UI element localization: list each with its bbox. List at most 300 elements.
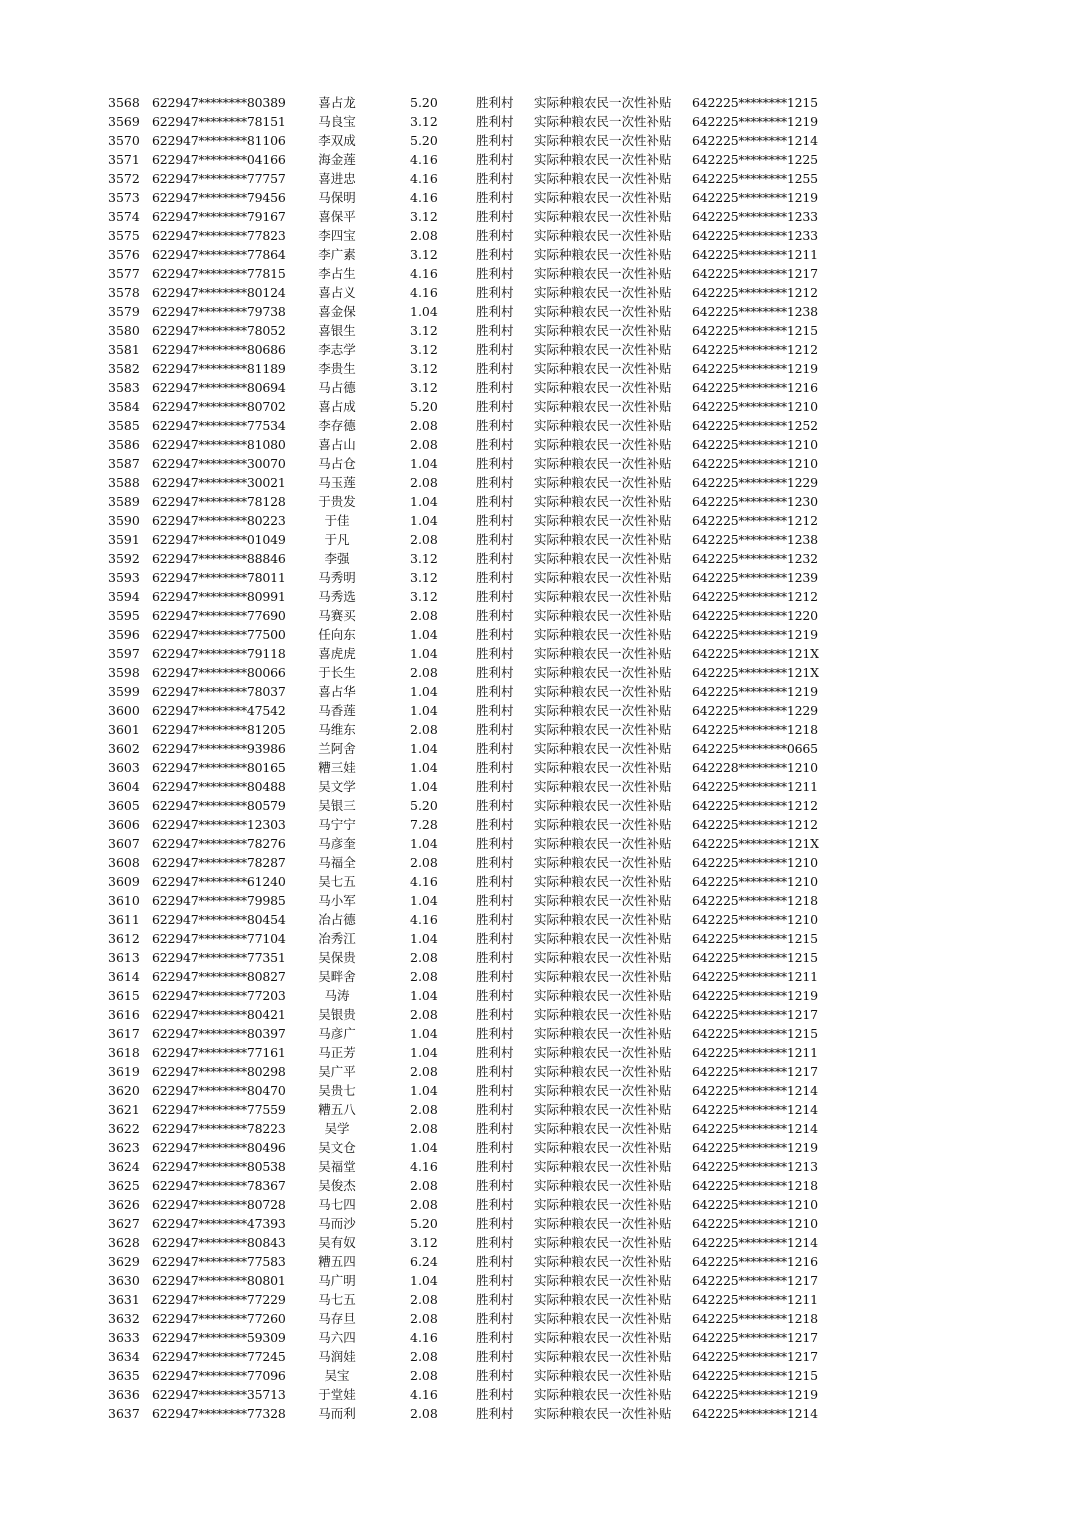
village-name: 胜利村 — [476, 361, 514, 376]
account-number: 622947********77500 — [152, 627, 286, 642]
table-row — [0, 815, 1074, 834]
row-number: 3604 — [108, 779, 140, 794]
row-number: 3593 — [108, 570, 140, 585]
subsidy-type: 实际种粮农民一次性补贴 — [534, 988, 672, 1003]
farmer-name: 马七五 — [318, 1292, 356, 1307]
village-name: 胜利村 — [476, 589, 514, 604]
subsidy-amount: 5.20 — [410, 399, 438, 414]
row-number: 3623 — [108, 1140, 140, 1155]
table-row — [0, 359, 1074, 378]
subsidy-type: 实际种粮农民一次性补贴 — [534, 684, 672, 699]
subsidy-amount: 1.04 — [410, 703, 438, 718]
subsidy-type: 实际种粮农民一次性补贴 — [534, 304, 672, 319]
subsidy-amount: 2.08 — [410, 418, 438, 433]
village-name: 胜利村 — [476, 247, 514, 262]
table-row — [0, 625, 1074, 644]
account-number: 622947********78276 — [152, 836, 286, 851]
subsidy-type: 实际种粮农民一次性补贴 — [534, 1368, 672, 1383]
farmer-name: 冶秀江 — [318, 931, 356, 946]
table-row — [0, 226, 1074, 245]
id-number: 642225********1219 — [692, 627, 818, 642]
row-number: 3605 — [108, 798, 140, 813]
row-number: 3578 — [108, 285, 140, 300]
subsidy-type: 实际种粮农民一次性补贴 — [534, 817, 672, 832]
account-number: 622947********79985 — [152, 893, 286, 908]
account-number: 622947********77864 — [152, 247, 286, 262]
village-name: 胜利村 — [476, 665, 514, 680]
row-number: 3622 — [108, 1121, 140, 1136]
farmer-name: 李广素 — [318, 247, 356, 262]
subsidy-amount: 4.16 — [410, 874, 438, 889]
row-number: 3626 — [108, 1197, 140, 1212]
account-number: 622947********80066 — [152, 665, 286, 680]
id-number: 642225********1212 — [692, 798, 818, 813]
farmer-name: 吴保贵 — [318, 950, 356, 965]
table-row — [0, 967, 1074, 986]
village-name: 胜利村 — [476, 1235, 514, 1250]
id-number: 642225********1215 — [692, 95, 818, 110]
village-name: 胜利村 — [476, 836, 514, 851]
id-number: 642225********1216 — [692, 380, 818, 395]
account-number: 622947********30021 — [152, 475, 286, 490]
id-number: 642225********1219 — [692, 1140, 818, 1155]
table-row — [0, 1309, 1074, 1328]
village-name: 胜利村 — [476, 1083, 514, 1098]
row-number: 3609 — [108, 874, 140, 889]
farmer-name: 马广明 — [318, 1273, 356, 1288]
village-name: 胜利村 — [476, 855, 514, 870]
subsidy-amount: 4.16 — [410, 912, 438, 927]
subsidy-type: 实际种粮农民一次性补贴 — [534, 1064, 672, 1079]
table-row — [0, 1233, 1074, 1252]
account-number: 622947********77583 — [152, 1254, 286, 1269]
table-row — [0, 1385, 1074, 1404]
id-number: 642225********1238 — [692, 304, 818, 319]
row-number: 3600 — [108, 703, 140, 718]
account-number: 622947********77815 — [152, 266, 286, 281]
village-name: 胜利村 — [476, 171, 514, 186]
village-name: 胜利村 — [476, 95, 514, 110]
village-name: 胜利村 — [476, 646, 514, 661]
subsidy-amount: 2.08 — [410, 722, 438, 737]
subsidy-type: 实际种粮农民一次性补贴 — [534, 1311, 672, 1326]
table-row — [0, 948, 1074, 967]
row-number: 3629 — [108, 1254, 140, 1269]
subsidy-type: 实际种粮农民一次性补贴 — [534, 722, 672, 737]
village-name: 胜利村 — [476, 950, 514, 965]
table-row — [0, 1005, 1074, 1024]
account-number: 622947********35713 — [152, 1387, 286, 1402]
subsidy-type: 实际种粮农民一次性补贴 — [534, 1083, 672, 1098]
row-number: 3635 — [108, 1368, 140, 1383]
farmer-name: 吴文仓 — [318, 1140, 356, 1155]
id-number: 642225********1210 — [692, 855, 818, 870]
table-row — [0, 1043, 1074, 1062]
subsidy-type: 实际种粮农民一次性补贴 — [534, 475, 672, 490]
farmer-name: 于堂娃 — [318, 1387, 356, 1402]
farmer-name: 吴宝 — [324, 1368, 350, 1383]
table-row — [0, 131, 1074, 150]
farmer-name: 喜进忠 — [318, 171, 356, 186]
row-number: 3612 — [108, 931, 140, 946]
table-row — [0, 492, 1074, 511]
subsidy-amount: 4.16 — [410, 1159, 438, 1174]
village-name: 胜利村 — [476, 1064, 514, 1079]
village-name: 胜利村 — [476, 1368, 514, 1383]
id-number: 642225********1214 — [692, 1102, 818, 1117]
subsidy-type: 实际种粮农民一次性补贴 — [534, 665, 672, 680]
subsidy-type: 实际种粮农民一次性补贴 — [534, 190, 672, 205]
village-name: 胜利村 — [476, 1311, 514, 1326]
village-name: 胜利村 — [476, 1140, 514, 1155]
subsidy-amount: 1.04 — [410, 627, 438, 642]
village-name: 胜利村 — [476, 798, 514, 813]
table-row — [0, 1195, 1074, 1214]
farmer-name: 吴俊杰 — [318, 1178, 356, 1193]
row-number: 3594 — [108, 589, 140, 604]
id-number: 642225********1255 — [692, 171, 818, 186]
village-name: 胜利村 — [476, 1102, 514, 1117]
id-number: 642225********1210 — [692, 456, 818, 471]
village-name: 胜利村 — [476, 1406, 514, 1421]
id-number: 642225********1239 — [692, 570, 818, 585]
account-number: 622947********80686 — [152, 342, 286, 357]
row-number: 3633 — [108, 1330, 140, 1345]
account-number: 622947********80801 — [152, 1273, 286, 1288]
subsidy-amount: 4.16 — [410, 152, 438, 167]
table-row — [0, 454, 1074, 473]
table-row — [0, 207, 1074, 226]
village-name: 胜利村 — [476, 494, 514, 509]
subsidy-type: 实际种粮农民一次性补贴 — [534, 323, 672, 338]
row-number: 3606 — [108, 817, 140, 832]
farmer-name: 冶占德 — [318, 912, 356, 927]
row-number: 3625 — [108, 1178, 140, 1193]
farmer-name: 马存旦 — [318, 1311, 356, 1326]
account-number: 622947********59309 — [152, 1330, 286, 1345]
farmer-name: 吴福堂 — [318, 1159, 356, 1174]
account-number: 622947********79456 — [152, 190, 286, 205]
table-row — [0, 340, 1074, 359]
account-number: 622947********01049 — [152, 532, 286, 547]
id-number: 642225********1210 — [692, 399, 818, 414]
row-number: 3584 — [108, 399, 140, 414]
farmer-name: 海金莲 — [318, 152, 356, 167]
farmer-name: 马七四 — [318, 1197, 356, 1212]
row-number: 3634 — [108, 1349, 140, 1364]
id-number: 642225********1217 — [692, 1273, 818, 1288]
subsidy-type: 实际种粮农民一次性补贴 — [534, 608, 672, 623]
subsidy-type: 实际种粮农民一次性补贴 — [534, 646, 672, 661]
subsidy-type: 实际种粮农民一次性补贴 — [534, 1216, 672, 1231]
id-number: 642225********1212 — [692, 589, 818, 604]
subsidy-amount: 1.04 — [410, 1083, 438, 1098]
row-number: 3574 — [108, 209, 140, 224]
table-row — [0, 1062, 1074, 1081]
farmer-name: 喜占成 — [318, 399, 356, 414]
subsidy-type: 实际种粮农民一次性补贴 — [534, 209, 672, 224]
subsidy-amount: 1.04 — [410, 893, 438, 908]
farmer-name: 于佳 — [324, 513, 350, 528]
id-number: 642225********1214 — [692, 1406, 818, 1421]
account-number: 622947********77161 — [152, 1045, 286, 1060]
row-number: 3632 — [108, 1311, 140, 1326]
subsidy-type: 实际种粮农民一次性补贴 — [534, 1406, 672, 1421]
id-number: 642225********1218 — [692, 722, 818, 737]
id-number: 642225********1233 — [692, 209, 818, 224]
subsidy-amount: 2.08 — [410, 1102, 438, 1117]
farmer-name: 任向东 — [318, 627, 356, 642]
row-number: 3611 — [108, 912, 140, 927]
id-number: 642225********121X — [692, 836, 819, 851]
account-number: 622947********30070 — [152, 456, 286, 471]
id-number: 642225********1218 — [692, 1178, 818, 1193]
id-number: 642225********1230 — [692, 494, 818, 509]
subsidy-type: 实际种粮农民一次性补贴 — [534, 1121, 672, 1136]
table-row — [0, 302, 1074, 321]
subsidy-amount: 2.08 — [410, 1368, 438, 1383]
subsidy-type: 实际种粮农民一次性补贴 — [534, 1330, 672, 1345]
table-row — [0, 777, 1074, 796]
village-name: 胜利村 — [476, 627, 514, 642]
subsidy-type: 实际种粮农民一次性补贴 — [534, 418, 672, 433]
id-number: 642225********1217 — [692, 1349, 818, 1364]
row-number: 3607 — [108, 836, 140, 851]
id-number: 642225********1217 — [692, 1330, 818, 1345]
account-number: 622947********77203 — [152, 988, 286, 1003]
id-number: 642225********121X — [692, 646, 819, 661]
table-row — [0, 150, 1074, 169]
subsidy-amount: 3.12 — [410, 361, 438, 376]
id-number: 642225********1220 — [692, 608, 818, 623]
row-number: 3597 — [108, 646, 140, 661]
account-number: 622947********80827 — [152, 969, 286, 984]
subsidy-amount: 2.08 — [410, 969, 438, 984]
table-row — [0, 321, 1074, 340]
subsidy-type: 实际种粮农民一次性补贴 — [534, 1140, 672, 1155]
id-number: 642225********1213 — [692, 1159, 818, 1174]
table-row — [0, 530, 1074, 549]
id-number: 642225********1225 — [692, 152, 818, 167]
subsidy-type: 实际种粮农民一次性补贴 — [534, 95, 672, 110]
account-number: 622947********47542 — [152, 703, 286, 718]
village-name: 胜利村 — [476, 304, 514, 319]
row-number: 3602 — [108, 741, 140, 756]
subsidy-type: 实际种粮农民一次性补贴 — [534, 380, 672, 395]
subsidy-amount: 1.04 — [410, 760, 438, 775]
village-name: 胜利村 — [476, 551, 514, 566]
farmer-name: 李双成 — [318, 133, 356, 148]
account-number: 622947********77757 — [152, 171, 286, 186]
subsidy-amount: 2.08 — [410, 1311, 438, 1326]
subsidy-amount: 1.04 — [410, 513, 438, 528]
village-name: 胜利村 — [476, 1349, 514, 1364]
id-number: 642225********1210 — [692, 1216, 818, 1231]
subsidy-amount: 2.08 — [410, 1197, 438, 1212]
table-row — [0, 1119, 1074, 1138]
account-number: 622947********77096 — [152, 1368, 286, 1383]
farmer-name: 于长生 — [318, 665, 356, 680]
village-name: 胜利村 — [476, 323, 514, 338]
village-name: 胜利村 — [476, 1045, 514, 1060]
farmer-name: 马彦广 — [318, 1026, 356, 1041]
table-row — [0, 644, 1074, 663]
subsidy-amount: 4.16 — [410, 171, 438, 186]
subsidy-type: 实际种粮农民一次性补贴 — [534, 627, 672, 642]
subsidy-amount: 1.04 — [410, 1140, 438, 1155]
farmer-name: 于贵发 — [318, 494, 356, 509]
subsidy-type: 实际种粮农民一次性补贴 — [534, 1235, 672, 1250]
village-name: 胜利村 — [476, 1292, 514, 1307]
farmer-name: 吴有奴 — [318, 1235, 356, 1250]
subsidy-type: 实际种粮农民一次性补贴 — [534, 1273, 672, 1288]
subsidy-type: 实际种粮农民一次性补贴 — [534, 494, 672, 509]
village-name: 胜利村 — [476, 703, 514, 718]
farmer-name: 李四宝 — [318, 228, 356, 243]
id-number: 642225********1214 — [692, 1235, 818, 1250]
account-number: 622947********77351 — [152, 950, 286, 965]
subsidy-amount: 2.08 — [410, 950, 438, 965]
row-number: 3571 — [108, 152, 140, 167]
id-number: 642225********1219 — [692, 684, 818, 699]
account-number: 622947********78151 — [152, 114, 286, 129]
id-number: 642225********1212 — [692, 285, 818, 300]
farmer-name: 喜占龙 — [318, 95, 356, 110]
row-number: 3572 — [108, 171, 140, 186]
subsidy-amount: 2.08 — [410, 1121, 438, 1136]
farmer-name: 吴银贵 — [318, 1007, 356, 1022]
row-number: 3621 — [108, 1102, 140, 1117]
account-number: 622947********79738 — [152, 304, 286, 319]
village-name: 胜利村 — [476, 969, 514, 984]
village-name: 胜利村 — [476, 741, 514, 756]
row-number: 3603 — [108, 760, 140, 775]
farmer-name: 吴畔舍 — [318, 969, 356, 984]
table-row — [0, 264, 1074, 283]
table-row — [0, 1347, 1074, 1366]
id-number: 642225********1217 — [692, 266, 818, 281]
village-name: 胜利村 — [476, 1216, 514, 1231]
subsidy-type: 实际种粮农民一次性补贴 — [534, 1197, 672, 1212]
id-number: 642225********1211 — [692, 247, 818, 262]
subsidy-amount: 2.08 — [410, 1178, 438, 1193]
village-name: 胜利村 — [476, 779, 514, 794]
id-number: 642225********1214 — [692, 1121, 818, 1136]
subsidy-amount: 3.12 — [410, 114, 438, 129]
subsidy-type: 实际种粮农民一次性补贴 — [534, 893, 672, 908]
village-name: 胜利村 — [476, 608, 514, 623]
row-number: 3615 — [108, 988, 140, 1003]
account-number: 622947********77229 — [152, 1292, 286, 1307]
subsidy-amount: 1.04 — [410, 741, 438, 756]
table-row — [0, 397, 1074, 416]
farmer-name: 喜占义 — [318, 285, 356, 300]
row-number: 3617 — [108, 1026, 140, 1041]
row-number: 3601 — [108, 722, 140, 737]
village-name: 胜利村 — [476, 380, 514, 395]
farmer-name: 兰阿舍 — [318, 741, 356, 756]
farmer-name: 李强 — [324, 551, 350, 566]
account-number: 622947********78052 — [152, 323, 286, 338]
subsidy-amount: 1.04 — [410, 779, 438, 794]
account-number: 622947********77260 — [152, 1311, 286, 1326]
subsidy-amount: 5.20 — [410, 95, 438, 110]
subsidy-amount: 1.04 — [410, 646, 438, 661]
farmer-name: 马占仓 — [318, 456, 356, 471]
subsidy-amount: 4.16 — [410, 1387, 438, 1402]
account-number: 622947********80223 — [152, 513, 286, 528]
id-number: 642225********1219 — [692, 1387, 818, 1402]
farmer-name: 马六四 — [318, 1330, 356, 1345]
farmer-name: 马彦奎 — [318, 836, 356, 851]
subsidy-type: 实际种粮农民一次性补贴 — [534, 1026, 672, 1041]
account-number: 622947********81106 — [152, 133, 286, 148]
subsidy-amount: 1.04 — [410, 1026, 438, 1041]
id-number: 642225********1238 — [692, 532, 818, 547]
village-name: 胜利村 — [476, 893, 514, 908]
subsidy-amount: 3.12 — [410, 247, 438, 262]
farmer-name: 马涛 — [324, 988, 350, 1003]
account-number: 622947********80470 — [152, 1083, 286, 1098]
village-name: 胜利村 — [476, 418, 514, 433]
subsidy-type: 实际种粮农民一次性补贴 — [534, 551, 672, 566]
village-name: 胜利村 — [476, 437, 514, 452]
account-number: 622947********80488 — [152, 779, 286, 794]
subsidy-type: 实际种粮农民一次性补贴 — [534, 1254, 672, 1269]
id-number: 642225********1217 — [692, 1007, 818, 1022]
village-name: 胜利村 — [476, 1159, 514, 1174]
row-number: 3570 — [108, 133, 140, 148]
farmer-name: 马润娃 — [318, 1349, 356, 1364]
row-number: 3636 — [108, 1387, 140, 1402]
farmer-name: 马香莲 — [318, 703, 356, 718]
subsidy-type: 实际种粮农民一次性补贴 — [534, 1159, 672, 1174]
farmer-name: 喜占山 — [318, 437, 356, 452]
id-number: 642225********1219 — [692, 361, 818, 376]
row-number: 3630 — [108, 1273, 140, 1288]
table-row — [0, 1328, 1074, 1347]
row-number: 3591 — [108, 532, 140, 547]
subsidy-amount: 2.08 — [410, 437, 438, 452]
village-name: 胜利村 — [476, 532, 514, 547]
subsidy-type: 实际种粮农民一次性补贴 — [534, 361, 672, 376]
table-row — [0, 1081, 1074, 1100]
row-number: 3573 — [108, 190, 140, 205]
subsidy-type: 实际种粮农民一次性补贴 — [534, 228, 672, 243]
village-name: 胜利村 — [476, 209, 514, 224]
table-row — [0, 606, 1074, 625]
subsidy-amount: 2.08 — [410, 1064, 438, 1079]
id-number: 642225********1217 — [692, 1064, 818, 1079]
village-name: 胜利村 — [476, 266, 514, 281]
id-number: 642225********1212 — [692, 513, 818, 528]
account-number: 622947********78037 — [152, 684, 286, 699]
table-row — [0, 416, 1074, 435]
farmer-name: 吴银三 — [318, 798, 356, 813]
farmer-name: 马良宝 — [318, 114, 356, 129]
row-number: 3599 — [108, 684, 140, 699]
account-number: 622947********80389 — [152, 95, 286, 110]
row-number: 3613 — [108, 950, 140, 965]
subsidy-type: 实际种粮农民一次性补贴 — [534, 760, 672, 775]
subsidy-amount: 5.20 — [410, 1216, 438, 1231]
village-name: 胜利村 — [476, 475, 514, 490]
account-number: 622947********61240 — [152, 874, 286, 889]
id-number: 642225********1219 — [692, 988, 818, 1003]
farmer-name: 吴贵七 — [318, 1083, 356, 1098]
farmer-name: 马福全 — [318, 855, 356, 870]
account-number: 622947********77534 — [152, 418, 286, 433]
